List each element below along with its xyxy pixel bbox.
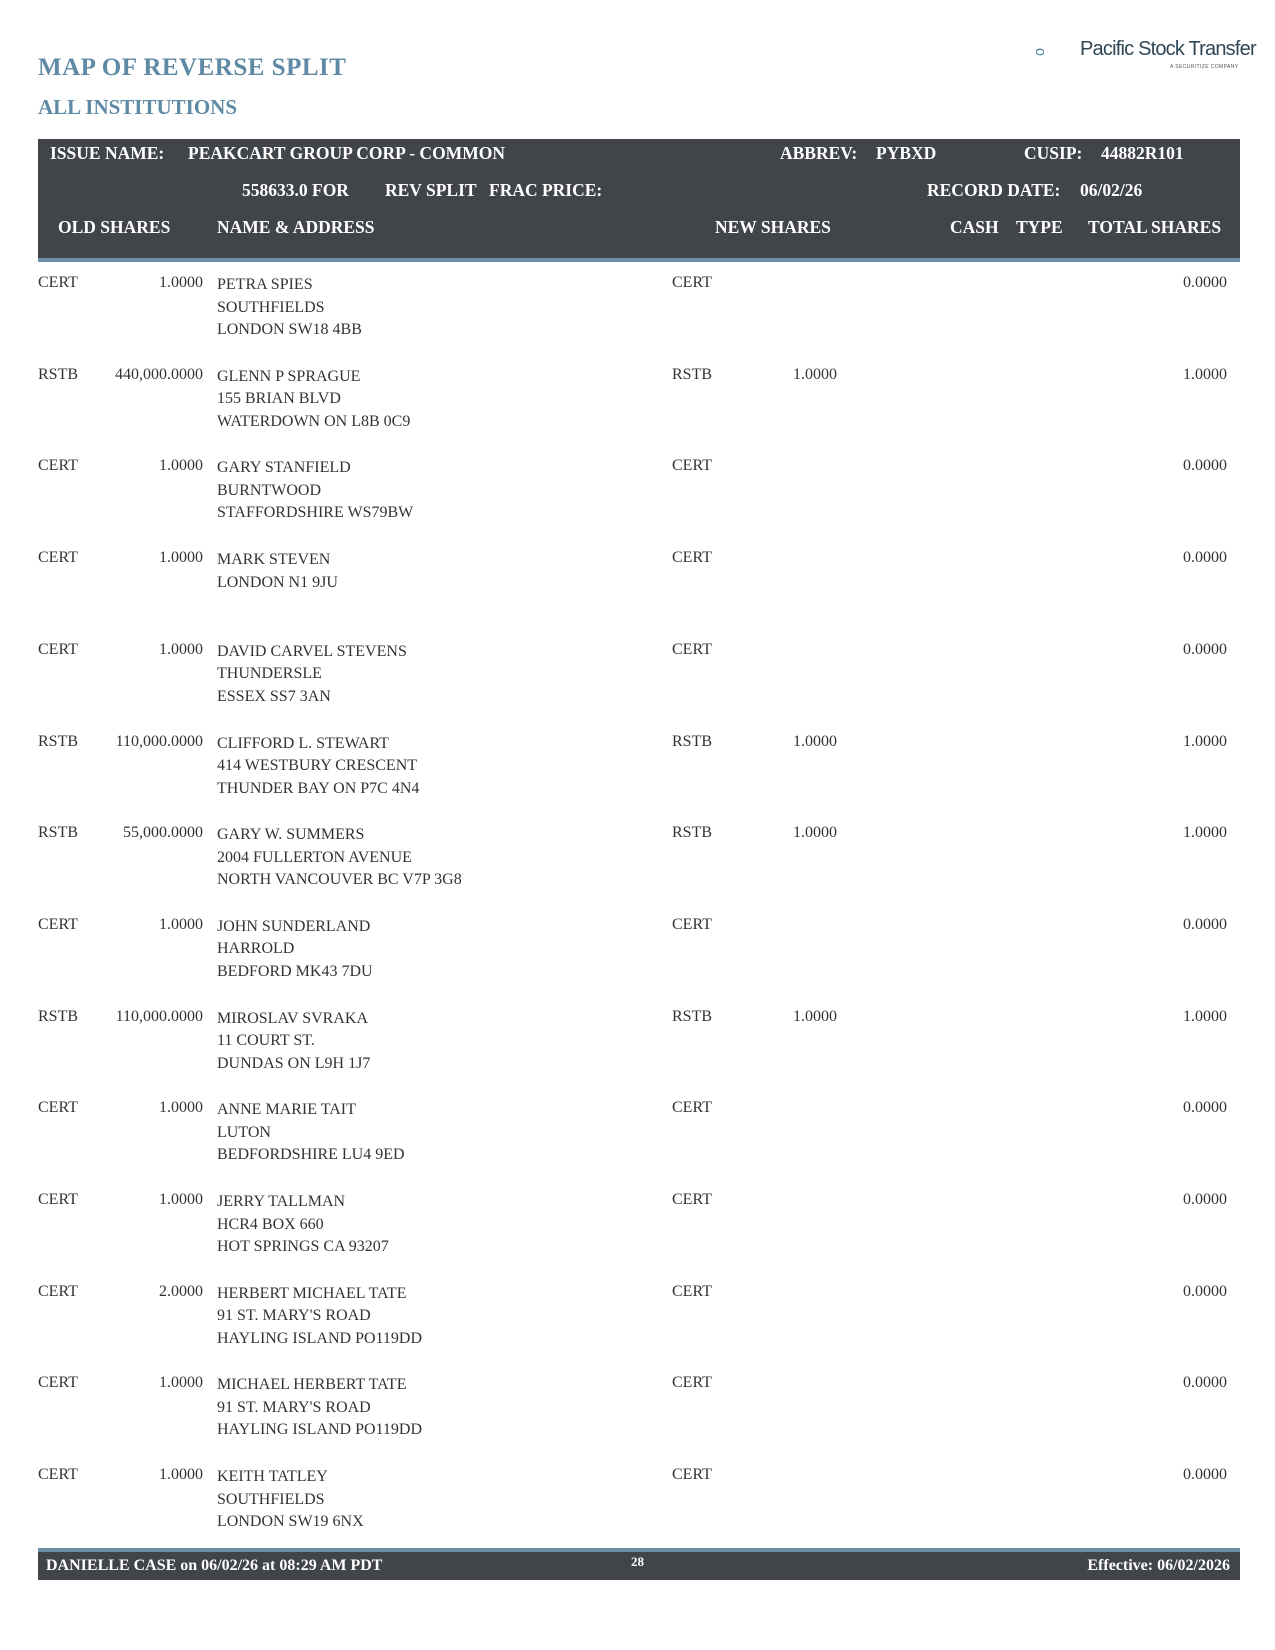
col-old-shares: OLD SHARES <box>58 217 171 237</box>
old-certificate-type: RSTB <box>38 1007 79 1025</box>
old-certificate-type: RSTB <box>38 732 79 750</box>
holder-name: ANNE MARIE TAIT <box>217 1101 356 1119</box>
holder-name: GARY W. SUMMERS <box>217 826 365 844</box>
address-line: 11 COURT ST. <box>217 1032 315 1050</box>
old-shares-value: 1.0000 <box>159 274 203 291</box>
new-certificate-type: CERT <box>672 1099 712 1117</box>
holder-name-address <box>217 457 413 525</box>
new-certificate-type: CERT <box>672 457 712 475</box>
issue-name-label: ISSUE NAME: <box>50 143 165 163</box>
holder-name: PETRA SPIES <box>217 276 313 293</box>
new-certificate-type: RSTB <box>672 732 713 750</box>
table-row <box>0 916 1275 996</box>
old-shares-value: 1.0000 <box>159 1374 203 1392</box>
holder-name-address <box>217 1008 370 1076</box>
old-shares-value: 1.0000 <box>159 640 203 658</box>
cusip-value: 44882R101 <box>1101 143 1184 163</box>
table-row <box>0 549 1275 629</box>
new-certificate-type: CERT <box>672 274 712 291</box>
new-shares-value: 1.0000 <box>793 732 837 750</box>
old-shares-value: 2.0000 <box>159 1282 203 1300</box>
logo-tagline: A SECURITIZE COMPANY <box>1170 64 1239 70</box>
old-certificate-type: CERT <box>38 1466 78 1484</box>
table-row <box>0 366 1275 446</box>
total-shares-value: 0.0000 <box>1183 640 1227 658</box>
address-line: 91 ST. MARY'S ROAD <box>217 1398 371 1416</box>
record-date-value: 06/02/26 <box>1080 180 1143 200</box>
new-certificate-type: CERT <box>672 549 712 567</box>
address-line: 2004 FULLERTON AVENUE <box>217 848 412 866</box>
old-shares-value: 1.0000 <box>159 457 203 475</box>
abbrev-value: PYBXD <box>876 143 937 163</box>
old-shares-value: 1.0000 <box>159 1466 203 1484</box>
total-shares-value: 1.0000 <box>1183 365 1227 383</box>
cusip-label: CUSIP: <box>1024 143 1083 163</box>
holder-name-address <box>217 641 407 709</box>
old-certificate-type: CERT <box>38 1374 78 1392</box>
holder-name-address <box>217 1374 422 1442</box>
table-row <box>0 1008 1275 1088</box>
table-row <box>0 733 1275 813</box>
old-certificate-type: CERT <box>38 1191 78 1208</box>
holder-name: JERRY TALLMAN <box>217 1193 346 1210</box>
report-footer <box>38 1548 1240 1580</box>
total-shares-value: 0.0000 <box>1183 915 1227 933</box>
holder-name-address <box>217 824 462 892</box>
holder-name-address <box>217 549 338 594</box>
address-line: HCR4 BOX 660 <box>217 1215 324 1233</box>
holder-name: GLENN P SPRAGUE <box>217 367 361 385</box>
holder-name-address <box>217 733 419 801</box>
old-shares-value: 1.0000 <box>159 1191 203 1208</box>
total-shares-value: 0.0000 <box>1183 1282 1227 1300</box>
page-number: 28 <box>631 1554 644 1569</box>
address-line: DUNDAS ON L9H 1J7 <box>217 1054 371 1072</box>
table-row <box>0 641 1275 721</box>
holder-name-address <box>217 1283 422 1351</box>
address-line: SOUTHFIELDS <box>217 298 325 316</box>
col-name-address: NAME & ADDRESS <box>217 217 375 237</box>
issue-name: PEAKCART GROUP CORP - COMMON <box>188 143 505 163</box>
address-line: 155 BRIAN BLVD <box>217 390 341 408</box>
holder-name: MICHAEL HERBERT TATE <box>217 1376 407 1394</box>
holder-name: HERBERT MICHAEL TATE <box>217 1284 407 1302</box>
old-certificate-type: CERT <box>38 549 78 567</box>
old-shares-value: 55,000.0000 <box>123 824 203 842</box>
total-shares-value: 0.0000 <box>1183 1374 1227 1392</box>
address-line: LUTON <box>217 1123 271 1141</box>
new-certificate-type: CERT <box>672 1374 712 1392</box>
page-title: MAP OF REVERSE SPLIT <box>38 54 347 81</box>
total-shares-value: 0.0000 <box>1183 1466 1227 1484</box>
old-certificate-type: CERT <box>38 915 78 933</box>
address-line: BURNTWOOD <box>217 481 321 499</box>
logo-name: Pacific Stock Transfer <box>1080 38 1256 60</box>
footer-user-info: DANIELLE CASE on 06/02/26 at 08:29 AM PDT <box>46 1557 383 1574</box>
holder-name: CLIFFORD L. STEWART <box>217 734 389 752</box>
holder-name: KEITH TATLEY <box>217 1468 328 1486</box>
old-certificate-type: CERT <box>38 1099 78 1117</box>
frac-price-label: FRAC PRICE: <box>489 180 603 200</box>
table-row <box>0 457 1275 537</box>
abbrev-label: ABBREV: <box>780 143 858 163</box>
address-line: SOUTHFIELDS <box>217 1490 325 1508</box>
total-shares-value: 1.0000 <box>1183 824 1227 842</box>
col-new-shares: NEW SHARES <box>715 217 831 237</box>
table-row <box>0 1374 1275 1454</box>
total-shares-value: 0.0000 <box>1183 274 1227 291</box>
holder-name: MARK STEVEN <box>217 551 331 569</box>
split-ratio: 558633.0 FOR <box>242 180 349 200</box>
old-certificate-type: RSTB <box>38 824 79 842</box>
old-certificate-type: CERT <box>38 1282 78 1300</box>
footer-effective-date: Effective: 06/02/2026 <box>1087 1557 1230 1574</box>
old-certificate-type: CERT <box>38 457 78 475</box>
table-row <box>0 1283 1275 1363</box>
old-shares-value: 110,000.0000 <box>115 1007 203 1025</box>
holder-name-address <box>217 1191 389 1259</box>
old-certificate-type: CERT <box>38 274 78 291</box>
address-line: 91 ST. MARY'S ROAD <box>217 1307 371 1325</box>
table-row <box>0 824 1275 904</box>
rev-split-label: REV SPLIT <box>385 180 477 200</box>
address-line: HARROLD <box>217 940 295 958</box>
table-row <box>0 1191 1275 1271</box>
address-line: HOT SPRINGS CA 93207 <box>217 1238 389 1255</box>
holder-name-address <box>217 1466 364 1534</box>
address-line: LONDON N1 9JU <box>217 573 338 591</box>
total-shares-value: 0.0000 <box>1183 549 1227 567</box>
total-shares-value: 1.0000 <box>1183 732 1227 750</box>
holder-name-address <box>217 1099 405 1167</box>
old-certificate-type: RSTB <box>38 365 79 383</box>
new-certificate-type: RSTB <box>672 824 713 842</box>
report-header <box>38 139 1240 262</box>
new-certificate-type: CERT <box>672 640 712 658</box>
new-certificate-type: CERT <box>672 1282 712 1300</box>
col-total-shares: TOTAL SHARES <box>1088 217 1222 237</box>
total-shares-value: 0.0000 <box>1183 457 1227 475</box>
address-line: BEDFORDSHIRE LU4 9ED <box>217 1146 405 1164</box>
address-line: STAFFORDSHIRE WS79BW <box>217 504 414 522</box>
address-line: BEDFORD MK43 7DU <box>217 962 373 980</box>
old-shares-value: 1.0000 <box>159 549 203 567</box>
new-certificate-type: CERT <box>672 915 712 933</box>
address-line: ESSEX SS7 3AN <box>217 687 331 705</box>
new-shares-value: 1.0000 <box>793 824 837 842</box>
new-shares-value: 1.0000 <box>793 1007 837 1025</box>
col-cash: CASH <box>950 217 999 237</box>
address-line: HAYLING ISLAND PO119DD <box>217 1421 423 1439</box>
old-shares-value: 1.0000 <box>159 1099 203 1117</box>
holder-name-address <box>217 274 362 342</box>
address-line: 414 WESTBURY CRESCENT <box>217 757 418 774</box>
total-shares-value: 0.0000 <box>1183 1099 1227 1117</box>
new-shares-value: 1.0000 <box>793 365 837 383</box>
holder-name: GARY STANFIELD <box>217 459 351 477</box>
psf-logo-icon <box>1035 32 1081 72</box>
page-subtitle: ALL INSTITUTIONS <box>38 95 237 119</box>
address-line: HAYLING ISLAND PO119DD <box>217 1329 423 1347</box>
address-line: NORTH VANCOUVER BC V7P 3G8 <box>217 871 462 889</box>
total-shares-value: 1.0000 <box>1183 1007 1227 1025</box>
new-certificate-type: CERT <box>672 1191 712 1208</box>
old-shares-value: 1.0000 <box>159 915 203 933</box>
new-certificate-type: CERT <box>672 1466 712 1484</box>
holder-name: DAVID CARVEL STEVENS <box>217 642 407 660</box>
col-type: TYPE <box>1016 217 1063 237</box>
address-line: THUNDERSLE <box>217 665 322 683</box>
holder-name: JOHN SUNDERLAND <box>217 917 371 935</box>
new-certificate-type: RSTB <box>672 365 713 383</box>
old-shares-value: 110,000.0000 <box>115 732 203 750</box>
table-row <box>0 1466 1275 1546</box>
table-row <box>0 274 1275 354</box>
address-line: THUNDER BAY ON P7C 4N4 <box>217 779 420 797</box>
old-shares-value: 440,000.0000 <box>115 365 203 383</box>
new-certificate-type: RSTB <box>672 1007 713 1025</box>
holder-name-address <box>217 916 373 984</box>
record-date-label: RECORD DATE: <box>927 180 1061 200</box>
total-shares-value: 0.0000 <box>1183 1191 1227 1208</box>
table-row <box>0 1099 1275 1179</box>
address-line: WATERDOWN ON L8B 0C9 <box>217 412 411 430</box>
address-line: LONDON SW19 6NX <box>217 1513 364 1531</box>
address-line: LONDON SW18 4BB <box>217 321 362 338</box>
holder-name: MIROSLAV SVRAKA <box>217 1009 368 1027</box>
holder-name-address <box>217 366 410 434</box>
old-certificate-type: CERT <box>38 640 78 658</box>
